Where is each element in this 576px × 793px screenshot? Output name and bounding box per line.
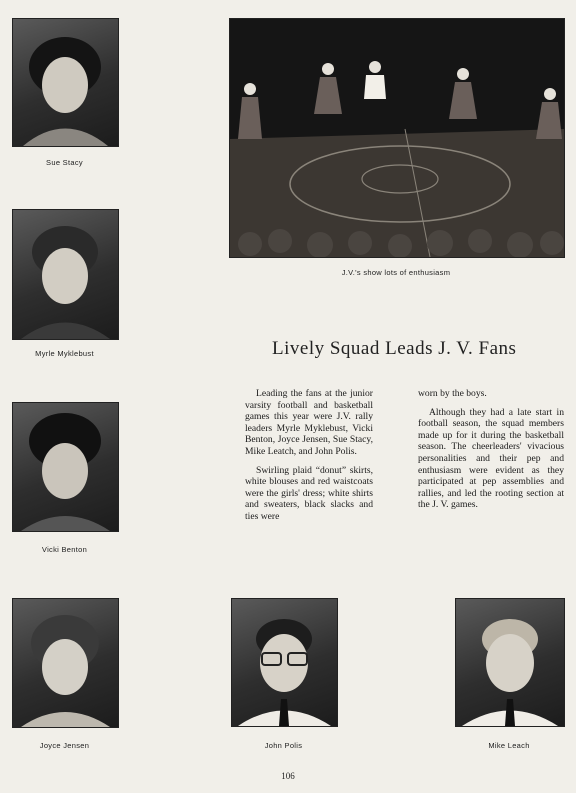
- article-paragraph: Swirling plaid “donut” skirts, white blouses and red waistcoats were the girls' dress; white shirts and sweaters, black slacks and ties were: [245, 464, 373, 522]
- portrait-image: [13, 403, 118, 531]
- article-paragraph: Leading the fans at the junior varsity football and basketball games this year were J.V. rally leaders Myrle Myklebust, Vicki Benton, Joyce Jensen, Sue Stacy, Mike Leatch, and John Polis.: [245, 388, 373, 457]
- group-photo-image: [230, 19, 564, 257]
- portrait-joyce-jensen: [12, 598, 119, 728]
- portrait-caption: Vicki Benton: [41, 545, 88, 554]
- portrait-mike-leach: [455, 598, 565, 727]
- page-number: 106: [281, 771, 295, 781]
- portrait-caption: Mike Leach: [488, 741, 530, 750]
- article-headline: Lively Squad Leads J. V. Fans: [272, 338, 517, 359]
- portrait-caption: Sue Stacy: [46, 158, 83, 167]
- portrait-sue-stacy: [12, 18, 119, 147]
- portrait-caption: John Polis: [264, 741, 303, 750]
- portrait-caption: Myrle Myklebust: [35, 349, 94, 358]
- article-right-column: [418, 388, 564, 518]
- group-photo-caption: J.V.'s show lots of enthusiasm: [341, 268, 451, 277]
- portrait-myrle-myklebust: [12, 209, 119, 340]
- portrait-image: [13, 19, 118, 146]
- portrait-john-polis: [231, 598, 338, 727]
- article-left-column: [245, 388, 373, 530]
- portrait-image: [13, 210, 118, 339]
- portrait-image: [232, 599, 337, 726]
- group-photo-cheerleaders: [229, 18, 565, 258]
- portrait-vicki-benton: [12, 402, 119, 532]
- portrait-image: [456, 599, 564, 726]
- article-paragraph: Although they had a late start in football season, the squad members made up for it during the basketball season. The cheerleaders' vivacious personalities and their pep and enthusiasm were evident as they participated at pep assemblies and rallies, and led the rooting section at the J. V. games.: [418, 406, 564, 511]
- article-paragraph: worn by the boys.: [418, 388, 487, 399]
- portrait-image: [13, 599, 118, 727]
- portrait-caption: Joyce Jensen: [39, 741, 90, 750]
